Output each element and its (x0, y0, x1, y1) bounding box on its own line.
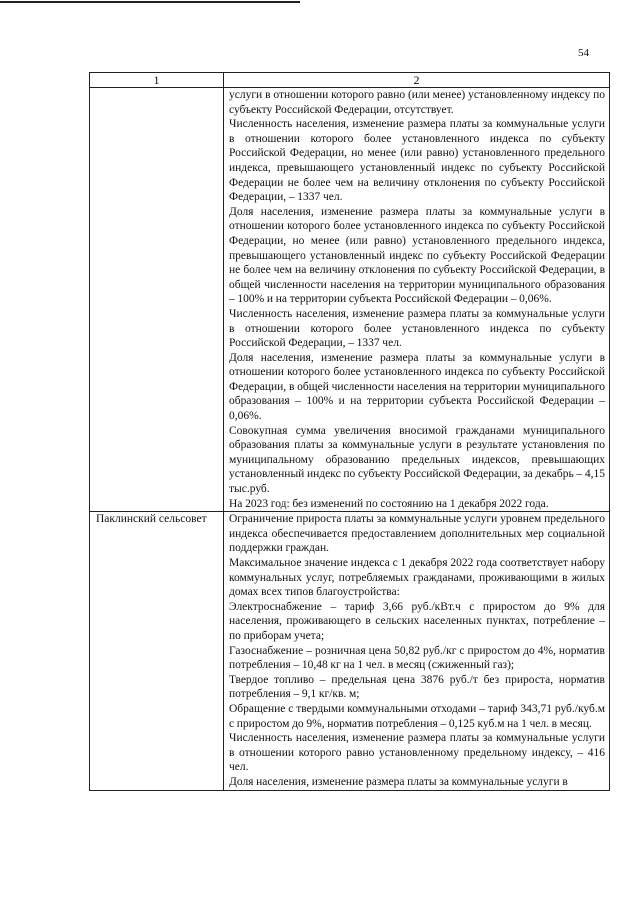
column-header-2: 2 (224, 73, 610, 88)
top-rule (0, 1, 300, 3)
paragraph: услуги в отношении которого равно (или менее) установленному индексу по субъекту Российской Федерации, отсутствует. (229, 89, 605, 116)
region-name: Паклинский сельсовет (96, 513, 207, 526)
paragraph: Доля населения, изменение размера платы за коммунальные услуги в отношении которого более установленного индекса по субъекту Российской Федерации, но менее (или равно) установленного предельного индекса, превышающего установленный индекс по субъекту Российской Федерации не более чем на величину отклонения по субъекту Российской Федерации, в общей численности населения на территории муниципального образования – 100% и на территории субъекта Российской Федерации – 0,06%. (229, 205, 605, 306)
paragraph: Численность населения, изменение размера платы за коммунальные услуги в отношении которого равно установленному предельному индексу, – 416 чел. (229, 732, 605, 774)
paragraph: Численность населения, изменение размера платы за коммунальные услуги в отношении которого более установленного индекса по субъекту Российской Федерации, – 1337 чел. (229, 307, 605, 350)
paragraph: Газоснабжение – розничная цена 50,82 руб./кг с приростом до 4%, норматив потребления – 10,48 кг на 1 чел. в месяц (сжиженный газ); (229, 644, 605, 672)
paragraph: На 2023 год: без изменений по состоянию на 1 декабря 2022 года. (229, 497, 549, 510)
region-cell (90, 512, 224, 790)
paragraph: Численность населения, изменение размера платы за коммунальные услуги в отношении которого более установленного индекса по субъекту Российской Федерации, но менее (или равно) установленного предельного индекса, превышающего установленный индекс по субъекту Российской Федерации не более чем на величину отклонения по субъекту Российской Федерации, – 1337 чел. (229, 118, 605, 204)
page-number: 54 (578, 47, 589, 59)
content-cell (224, 512, 610, 790)
paragraph: Твердое топливо – предельная цена 3876 руб./т без прироста, норматив потребления – 9,1 кг/кв. м; (229, 673, 605, 701)
paragraph: Совокупная сумма увеличения вносимой гражданами муниципального образования платы за коммунальные услуги в результате установления по муниципальному образованию предельных индексов, превышающих установленный индекс по субъекту Российской Федерации, за декабрь – 4,15 тыс.руб. (229, 424, 605, 496)
content-cell (224, 88, 610, 512)
paragraph: Максимальное значение индекса с 1 декабря 2022 года соответствует набору коммунальных услуг, потребляемых гражданами, проживающими в жилых домах всех типов благоустройства: (229, 557, 605, 599)
paragraph: Электроснабжение – тариф 3,66 руб./кВт.ч с приростом до 9% для населения, проживающего в сельских населенных пунктах, потребление – по приборам учета; (229, 600, 605, 642)
table-header-row (90, 73, 610, 88)
paragraph: Обращение с твердыми коммунальными отходами – тариф 343,71 руб./куб.м с приростом до 9%, норматив потребления – 0,125 куб.м на 1 чел. в месяц. (229, 702, 605, 730)
paragraph: Доля населения, изменение размера платы за коммунальные услуги в (229, 775, 568, 788)
paragraph: Доля населения, изменение размера платы за коммунальные услуги в отношении которого более установленного индекса по субъекту Российской Федерации, в общей численности населения на территории муниципального образования – 100% и на территории субъекта Российской Федерации – 0,06%. (229, 351, 605, 423)
paragraph: Ограничение прироста платы за коммунальные услуги уровнем предельного индекса обеспечивается предоставлением дополнительных мер социальной поддержки граждан. (229, 513, 605, 555)
region-cell (90, 88, 224, 512)
document-table (89, 72, 610, 791)
table-row (90, 88, 610, 512)
column-header-1: 1 (90, 73, 224, 88)
table-row (90, 512, 610, 790)
